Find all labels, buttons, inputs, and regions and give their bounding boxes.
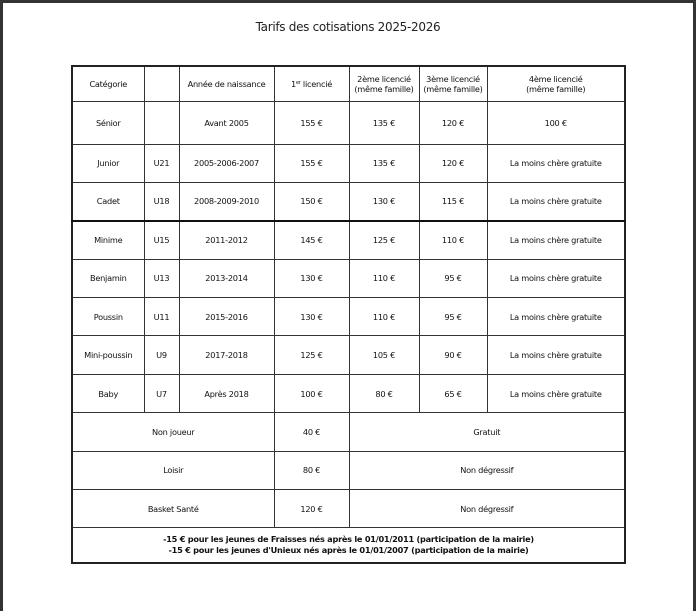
special-price: 120 € (274, 490, 349, 528)
header-first-licencie (274, 66, 349, 101)
header-first-rest: licencié (300, 79, 333, 90)
cell-first: 150 € (274, 182, 349, 220)
header-second-line2: (même famille) (354, 83, 414, 94)
special-row (72, 490, 625, 528)
header-fourth-licencie (487, 66, 625, 101)
header-third-line2: (même famille) (423, 83, 483, 94)
cell-annee: 2015-2016 (179, 298, 274, 336)
cell-fourth: La moins chère gratuite (487, 182, 625, 220)
header-age-group (144, 66, 179, 101)
cell-second: 125 € (349, 221, 419, 259)
cell-age-group: U13 (144, 259, 179, 297)
header-fourth-line2: (même famille) (526, 83, 586, 94)
header-row (72, 66, 625, 101)
special-row (72, 451, 625, 489)
cell-annee: Après 2018 (179, 374, 274, 412)
special-row (72, 413, 625, 451)
viewer-frame-top (0, 0, 696, 3)
cell-age-group: U21 (144, 144, 179, 182)
special-price: 40 € (274, 413, 349, 451)
cell-first: 100 € (274, 374, 349, 412)
special-note: Non dégressif (349, 451, 625, 489)
cell-first: 155 € (274, 144, 349, 182)
cell-fourth: La moins chère gratuite (487, 144, 625, 182)
table-row (72, 298, 625, 336)
cell-second: 110 € (349, 259, 419, 297)
cell-third: 65 € (419, 374, 487, 412)
cell-third: 110 € (419, 221, 487, 259)
table-row (72, 144, 625, 182)
cell-first: 125 € (274, 336, 349, 374)
cell-categorie: Benjamin (72, 259, 144, 297)
header-second-licencie (349, 66, 419, 101)
special-label: Basket Santé (72, 490, 274, 528)
header-third-line1: 3ème licencié (426, 73, 480, 84)
cell-fourth: La moins chère gratuite (487, 374, 625, 412)
table-row (72, 259, 625, 297)
cell-third: 115 € (419, 182, 487, 220)
header-annee: Année de naissance (179, 66, 274, 101)
cell-annee: 2005-2006-2007 (179, 144, 274, 182)
cell-third: 95 € (419, 298, 487, 336)
cell-first: 130 € (274, 259, 349, 297)
cell-categorie: Mini-poussin (72, 336, 144, 374)
footnote-cell (72, 528, 625, 563)
cell-fourth: La moins chère gratuite (487, 259, 625, 297)
special-label: Loisir (72, 451, 274, 489)
special-note: Gratuit (349, 413, 625, 451)
tarifs-table (71, 65, 626, 564)
cell-annee: 2017-2018 (179, 336, 274, 374)
table-row (72, 182, 625, 220)
cell-fourth: 100 € (487, 101, 625, 144)
table-row (72, 101, 625, 144)
cell-second: 135 € (349, 101, 419, 144)
cell-annee: 2011-2012 (179, 221, 274, 259)
cell-categorie: Cadet (72, 182, 144, 220)
cell-age-group: U18 (144, 182, 179, 220)
cell-third: 95 € (419, 259, 487, 297)
cell-third: 90 € (419, 336, 487, 374)
cell-age-group: U11 (144, 298, 179, 336)
cell-fourth: La moins chère gratuite (487, 298, 625, 336)
cell-third: 120 € (419, 144, 487, 182)
header-first-num: 1 (290, 79, 296, 90)
cell-first: 145 € (274, 221, 349, 259)
cell-second: 80 € (349, 374, 419, 412)
special-label: Non joueur (72, 413, 274, 451)
header-categorie: Catégorie (72, 66, 144, 101)
cell-categorie: Baby (72, 374, 144, 412)
cell-annee: Avant 2005 (179, 101, 274, 144)
cell-second: 105 € (349, 336, 419, 374)
header-third-licencie (419, 66, 487, 101)
cell-age-group: U7 (144, 374, 179, 412)
viewer-frame-left (0, 0, 3, 611)
special-note: Non dégressif (349, 490, 625, 528)
cell-third: 120 € (419, 101, 487, 144)
cell-age-group: U9 (144, 336, 179, 374)
cell-categorie: Poussin (72, 298, 144, 336)
special-price: 80 € (274, 451, 349, 489)
cell-fourth: La moins chère gratuite (487, 221, 625, 259)
header-first-sup: er (295, 80, 301, 87)
cell-age-group (144, 101, 179, 144)
cell-first: 155 € (274, 101, 349, 144)
cell-second: 110 € (349, 298, 419, 336)
cell-annee: 2008-2009-2010 (179, 182, 274, 220)
cell-categorie: Junior (72, 144, 144, 182)
table-row (72, 374, 625, 412)
header-second-line1: 2ème licencié (357, 73, 411, 84)
cell-categorie: Sénior (72, 101, 144, 144)
cell-second: 135 € (349, 144, 419, 182)
cell-categorie: Minime (72, 221, 144, 259)
cell-annee: 2013-2014 (179, 259, 274, 297)
cell-second: 130 € (349, 182, 419, 220)
footnote-fraisses: -15 € pour les jeunes de Fraisses nés après le 01/01/2011 (participation de la mairie) (163, 534, 534, 545)
cell-first: 130 € (274, 298, 349, 336)
footnote-unieux: -15 € pour les jeunes d'Unieux nés après le 01/01/2007 (participation de la mairie) (168, 545, 529, 556)
page-title: Tarifs des cotisations 2025-2026 (255, 20, 441, 34)
table-row (72, 221, 625, 259)
cell-age-group: U15 (144, 221, 179, 259)
table-row (72, 336, 625, 374)
cell-fourth: La moins chère gratuite (487, 336, 625, 374)
header-fourth-line1: 4ème licencié (528, 73, 583, 84)
footnote-row (72, 528, 625, 563)
